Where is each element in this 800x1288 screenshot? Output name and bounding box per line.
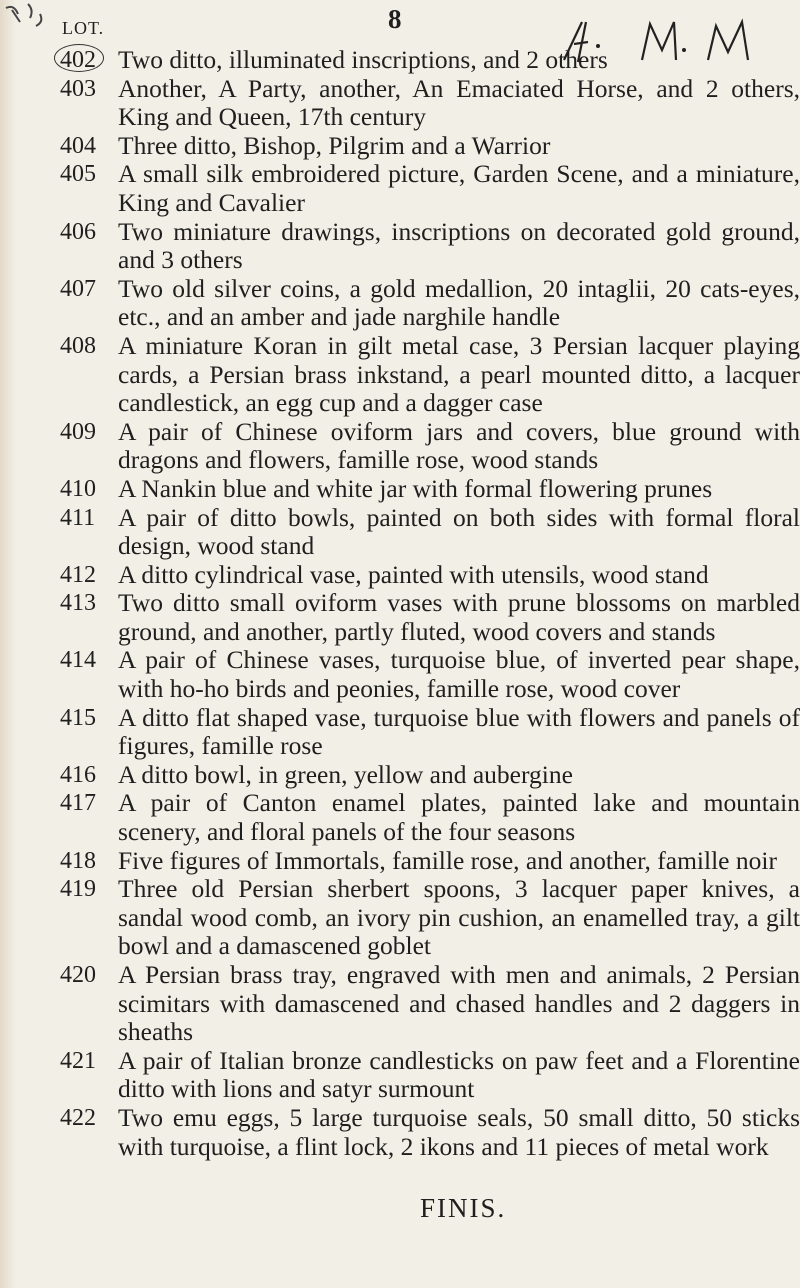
- lot-number: 410: [60, 475, 96, 502]
- lot-description: A ditto flat shaped vase, turquoise blue with flowers and panels of figures, famille rose: [118, 702, 800, 761]
- lot-number: 417: [60, 790, 96, 817]
- lot-description: A pair of Italian bronze candlesticks on paw feet and a Florentine ditto with lions and satyr surmount: [118, 1045, 800, 1104]
- lot-entry: [60, 418, 800, 475]
- lot-entry: [60, 504, 800, 561]
- lot-entry: [60, 1104, 800, 1161]
- lot-number: 420: [60, 962, 96, 988]
- lot-entry: [60, 160, 800, 217]
- lot-entry: [60, 132, 800, 161]
- lot-number: 414: [60, 647, 96, 674]
- lot-description: A pair of Chinese vases, turquoise blue, of inverted pear shape, with ho-ho birds and peonies, famille rose, wood cover: [118, 645, 800, 704]
- lot-entry: [60, 46, 800, 75]
- lot-description: A Nankin blue and white jar with formal flowering prunes: [118, 473, 713, 503]
- lot-description: A miniature Koran in gilt metal case, 3 Persian lacquer playing cards, a Persian brass inkstand, a pearl mounted ditto, a lacquer candlestick, an egg cup and a dagger case: [118, 330, 800, 418]
- lot-number: 422: [60, 1104, 96, 1131]
- lot-entry: [60, 75, 800, 132]
- lot-description: Another, A Party, another, An Emaciated Horse, and 2 others, King and Queen, 17th century: [118, 73, 800, 132]
- lot-description: A pair of Canton enamel plates, painted lake and mountain scenery, and floral panels of the four seasons: [118, 788, 800, 847]
- lot-description: A Persian brass tray, engraved with men and animals, 2 Persian scimitars with damascened and chased handles and 2 daggers in sheaths: [118, 960, 800, 1047]
- lot-description: Two emu eggs, 5 large turquoise seals, 50 small ditto, 50 sticks with turquoise, a flint lock, 2 ikons and 11 pieces of metal work: [118, 1102, 800, 1161]
- lot-description: Two ditto small oviform vases with prune blossoms on marbled ground, and another, partly fluted, wood covers and stands: [118, 588, 800, 646]
- lot-entry: [60, 218, 800, 275]
- lot-entry: [60, 847, 800, 876]
- lot-description: Two ditto, illuminated inscriptions, and 2 others: [118, 45, 608, 74]
- lot-description: A small silk embroidered picture, Garden Scene, and a miniature, King and Cavalier: [118, 159, 800, 217]
- lot-description: A pair of ditto bowls, painted on both sides with formal floral design, wood stand: [118, 502, 800, 561]
- lot-entry: [60, 561, 800, 590]
- lot-number: 413: [60, 590, 96, 617]
- lot-entry: [60, 789, 800, 846]
- lot-number: 412: [60, 561, 96, 588]
- lot-number: 403: [60, 75, 96, 102]
- closing-text: FINIS.: [420, 1193, 507, 1223]
- lot-list: [60, 46, 800, 1161]
- lot-entry: [60, 589, 800, 646]
- lot-entry: [60, 332, 800, 418]
- lot-description: A ditto cylindrical vase, painted with utensils, wood stand: [118, 559, 709, 589]
- lot-number: 408: [60, 332, 96, 359]
- lot-number: 419: [60, 876, 96, 903]
- lot-entry: [60, 475, 800, 504]
- lot-number: 405: [60, 161, 96, 188]
- lot-number: 409: [60, 418, 96, 445]
- lot-column-header: LOT.: [62, 18, 105, 38]
- lot-entry: [60, 875, 800, 961]
- lot-description: Two miniature drawings, inscriptions on decorated gold ground, and 3 others: [118, 216, 800, 275]
- lot-description: A ditto bowl, in green, yellow and aubergine: [118, 759, 573, 789]
- lot-number: 407: [60, 275, 96, 302]
- lot-entry: [60, 1047, 800, 1104]
- lot-description: Five figures of Immortals, famille rose, and another, famille noir: [118, 845, 777, 875]
- lot-number: 411: [60, 504, 96, 531]
- page-number: 8: [388, 4, 402, 34]
- lot-number: 421: [60, 1047, 96, 1074]
- lot-entry: [60, 961, 800, 1047]
- lot-description: Three ditto, Bishop, Pilgrim and a Warrior: [118, 130, 551, 160]
- lot-entry: [60, 704, 800, 761]
- lot-number: 406: [60, 218, 96, 245]
- lot-description: Two old silver coins, a gold medallion, 20 intaglii, 20 cats-eyes, etc., and an amber and jade narghile handle: [118, 273, 800, 332]
- lot-number: 418: [60, 847, 96, 874]
- lot-entry: [60, 646, 800, 703]
- lot-number: 415: [60, 704, 96, 731]
- lot-description: A pair of Chinese oviform jars and covers, blue ground with dragons and flowers, famille rose, wood stands: [118, 416, 800, 475]
- lot-entry: [60, 761, 800, 790]
- lot-number: 416: [60, 761, 96, 788]
- handwritten-corner-marks: [0, 0, 60, 60]
- lot-number: 404: [60, 132, 96, 159]
- page-edge-shadow: [0, 0, 16, 1288]
- lot-number: 402: [60, 46, 106, 75]
- lot-entry: [60, 275, 800, 332]
- lot-description: Three old Persian sherbert spoons, 3 lacquer paper knives, a sandal wood comb, an ivory pin cushion, an enamelled tray, a gilt bowl and a damascened goblet: [118, 874, 800, 961]
